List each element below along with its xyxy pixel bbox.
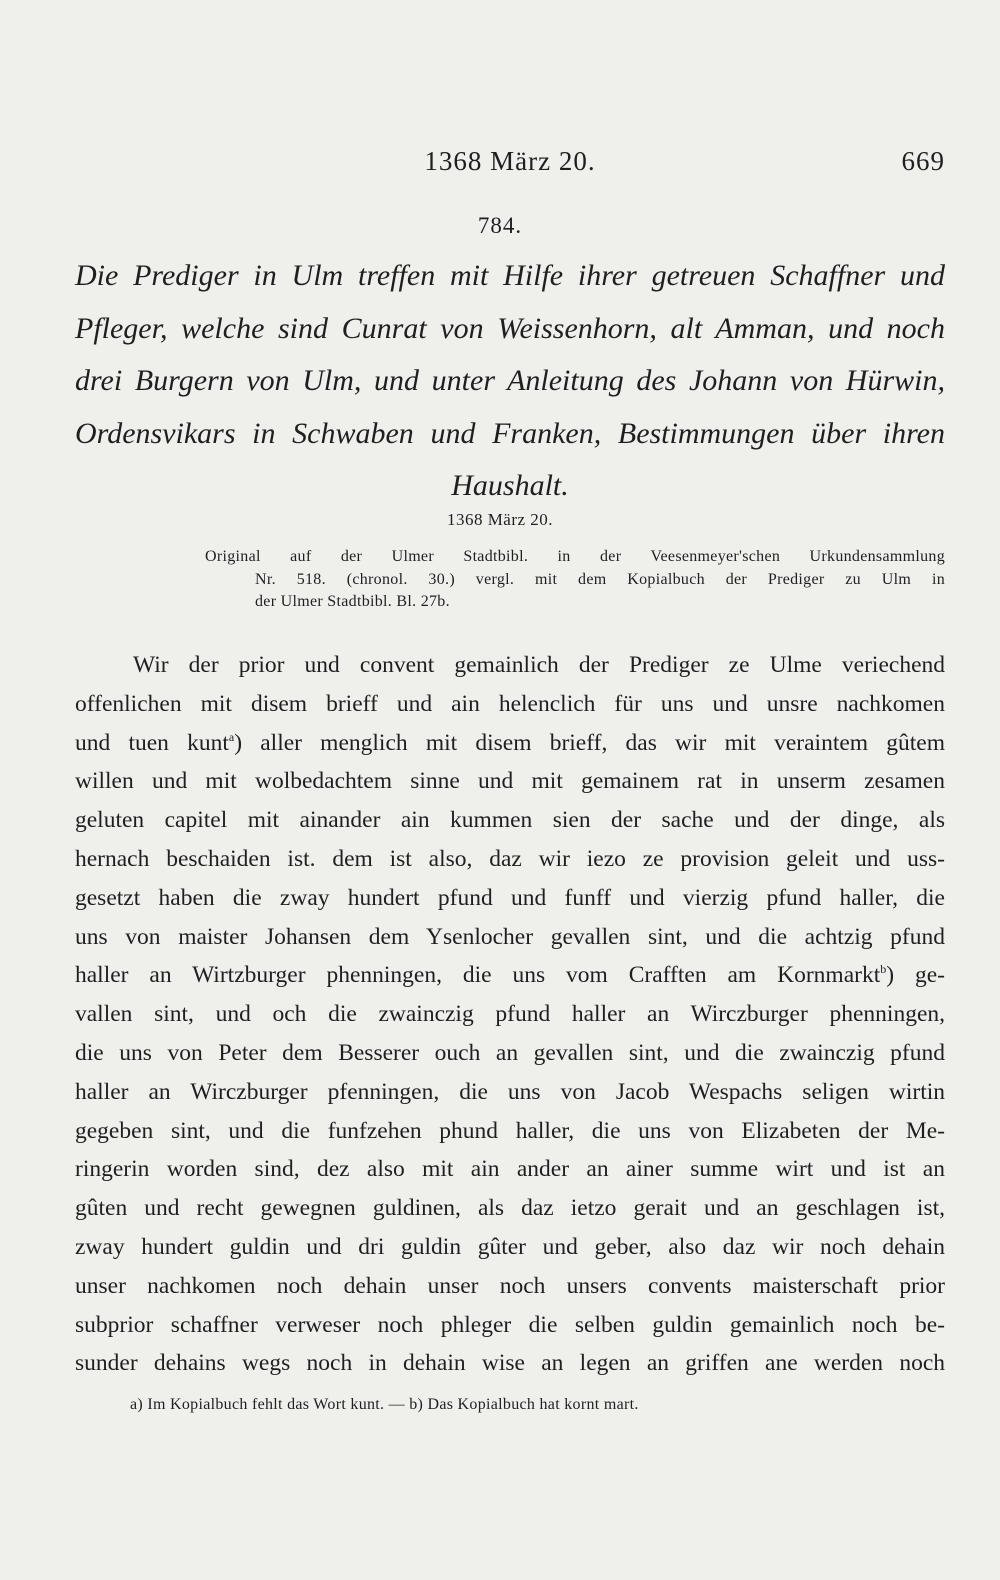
body-line: Wir der prior und convent gemainlich der Prediger ze Ulme veriechend — [133, 652, 945, 678]
source-note — [205, 546, 945, 614]
source-line: der Ulmer Stadtbibl. Bl. 27b. — [255, 593, 450, 610]
document-title — [75, 250, 945, 513]
body-line: unser nachkomen noch dehain unser noch unsers convents maisterschaft prior — [75, 1272, 945, 1299]
title-line: Ordensvikars in Schwaben und Franken, Bestimmungen über ihren — [75, 416, 945, 450]
body-text: ) aller menglich mit disem brieff, das wir mit veraintem gûtem — [234, 729, 945, 756]
body-line: zway hundert guldin und dri guldin gûter und geber, also daz wir noch dehain — [75, 1233, 945, 1260]
body-line: gegeben sint, und die funfzehen phund haller, die uns von Elizabeten der Me- — [75, 1117, 945, 1144]
body-line: haller an Wirczburger pfenningen, die uns von Jacob Wespachs seligen wirtin — [75, 1078, 945, 1105]
body-line: vallen sint, und och die zwainczig pfund haller an Wirczburger phenningen, — [75, 1001, 945, 1028]
body-line: gûten und recht gewegnen guldinen, als daz ietzo gerait und an geschlagen ist, — [75, 1195, 945, 1222]
footnote-marker: b — [880, 962, 887, 977]
document-number: 784. — [477, 213, 523, 238]
body-line: sunder dehains wegs noch in dehain wise an legen an griffen ane werden noch — [75, 1350, 945, 1377]
running-header — [75, 146, 945, 182]
dateline: 1368 März 20. — [446, 510, 554, 529]
title-line: drei Burgern von Ulm, und unter Anleitung des Johann von Hürwin, — [75, 364, 945, 397]
body-text: haller an Wirtzburger phenningen, die uns vom Crafften am Kornmarkt — [75, 962, 881, 989]
body-line: subprior schaffner verweser noch phleger die selben guldin gemainlich noch be- — [75, 1311, 945, 1338]
footnotes: a) Im Kopialbuch fehlt das Wort kunt. — b) Das Kopialbuch hat kornt mart. — [130, 1396, 639, 1413]
header-date: 1368 März 20. — [424, 146, 596, 176]
body-line: geluten capitel mit ainander ain kummen sien der sache und der dinge, als — [75, 807, 945, 834]
body-line: uns von maister Johansen dem Ysenlocher gevallen sint, und die achtzig pfund — [75, 923, 945, 950]
body-text: und tuen kunt — [75, 729, 229, 756]
document-body — [75, 646, 945, 1383]
title-line: Die Prediger in Ulm treffen mit Hilfe ihrer getreuen Schaffner und — [75, 259, 945, 292]
body-line: die uns von Peter dem Besserer ouch an gevallen sint, und die zwainczig pfund — [75, 1039, 945, 1066]
title-line: Haushalt. — [451, 469, 569, 502]
source-line: Original auf der Ulmer Stadtbibl. in der Veesenmeyer'schen Urkundensammlung — [205, 548, 945, 565]
body-line: hernach beschaiden ist. dem ist also, daz wir iezo ze provision geleit und uss- — [75, 845, 945, 872]
source-line: Nr. 518. (chronol. 30.) vergl. mit dem Kopialbuch der Prediger zu Ulm in — [255, 570, 945, 588]
footnote-marker: a — [228, 729, 235, 744]
body-line: gesetzt haben die zway hundert pfund und funff und vierzig pfund haller, die — [75, 884, 945, 911]
body-line — [75, 724, 945, 763]
title-line: Pfleger, welche sind Cunrat von Weissenhorn, alt Amman, und noch — [75, 311, 945, 345]
body-line: offenlichen mit disem brieff und ain helenclich für uns und unsre nachkomen — [75, 690, 945, 717]
page-number: 669 — [901, 146, 945, 176]
body-line: ringerin worden sind, dez also mit ain ander an ainer summe wirt und ist an — [75, 1156, 945, 1183]
body-text: ) ge- — [886, 962, 945, 989]
body-line — [75, 956, 945, 995]
body-line: willen und mit wolbedachtem sinne und mit gemainem rat in unserm zesamen — [75, 768, 945, 795]
